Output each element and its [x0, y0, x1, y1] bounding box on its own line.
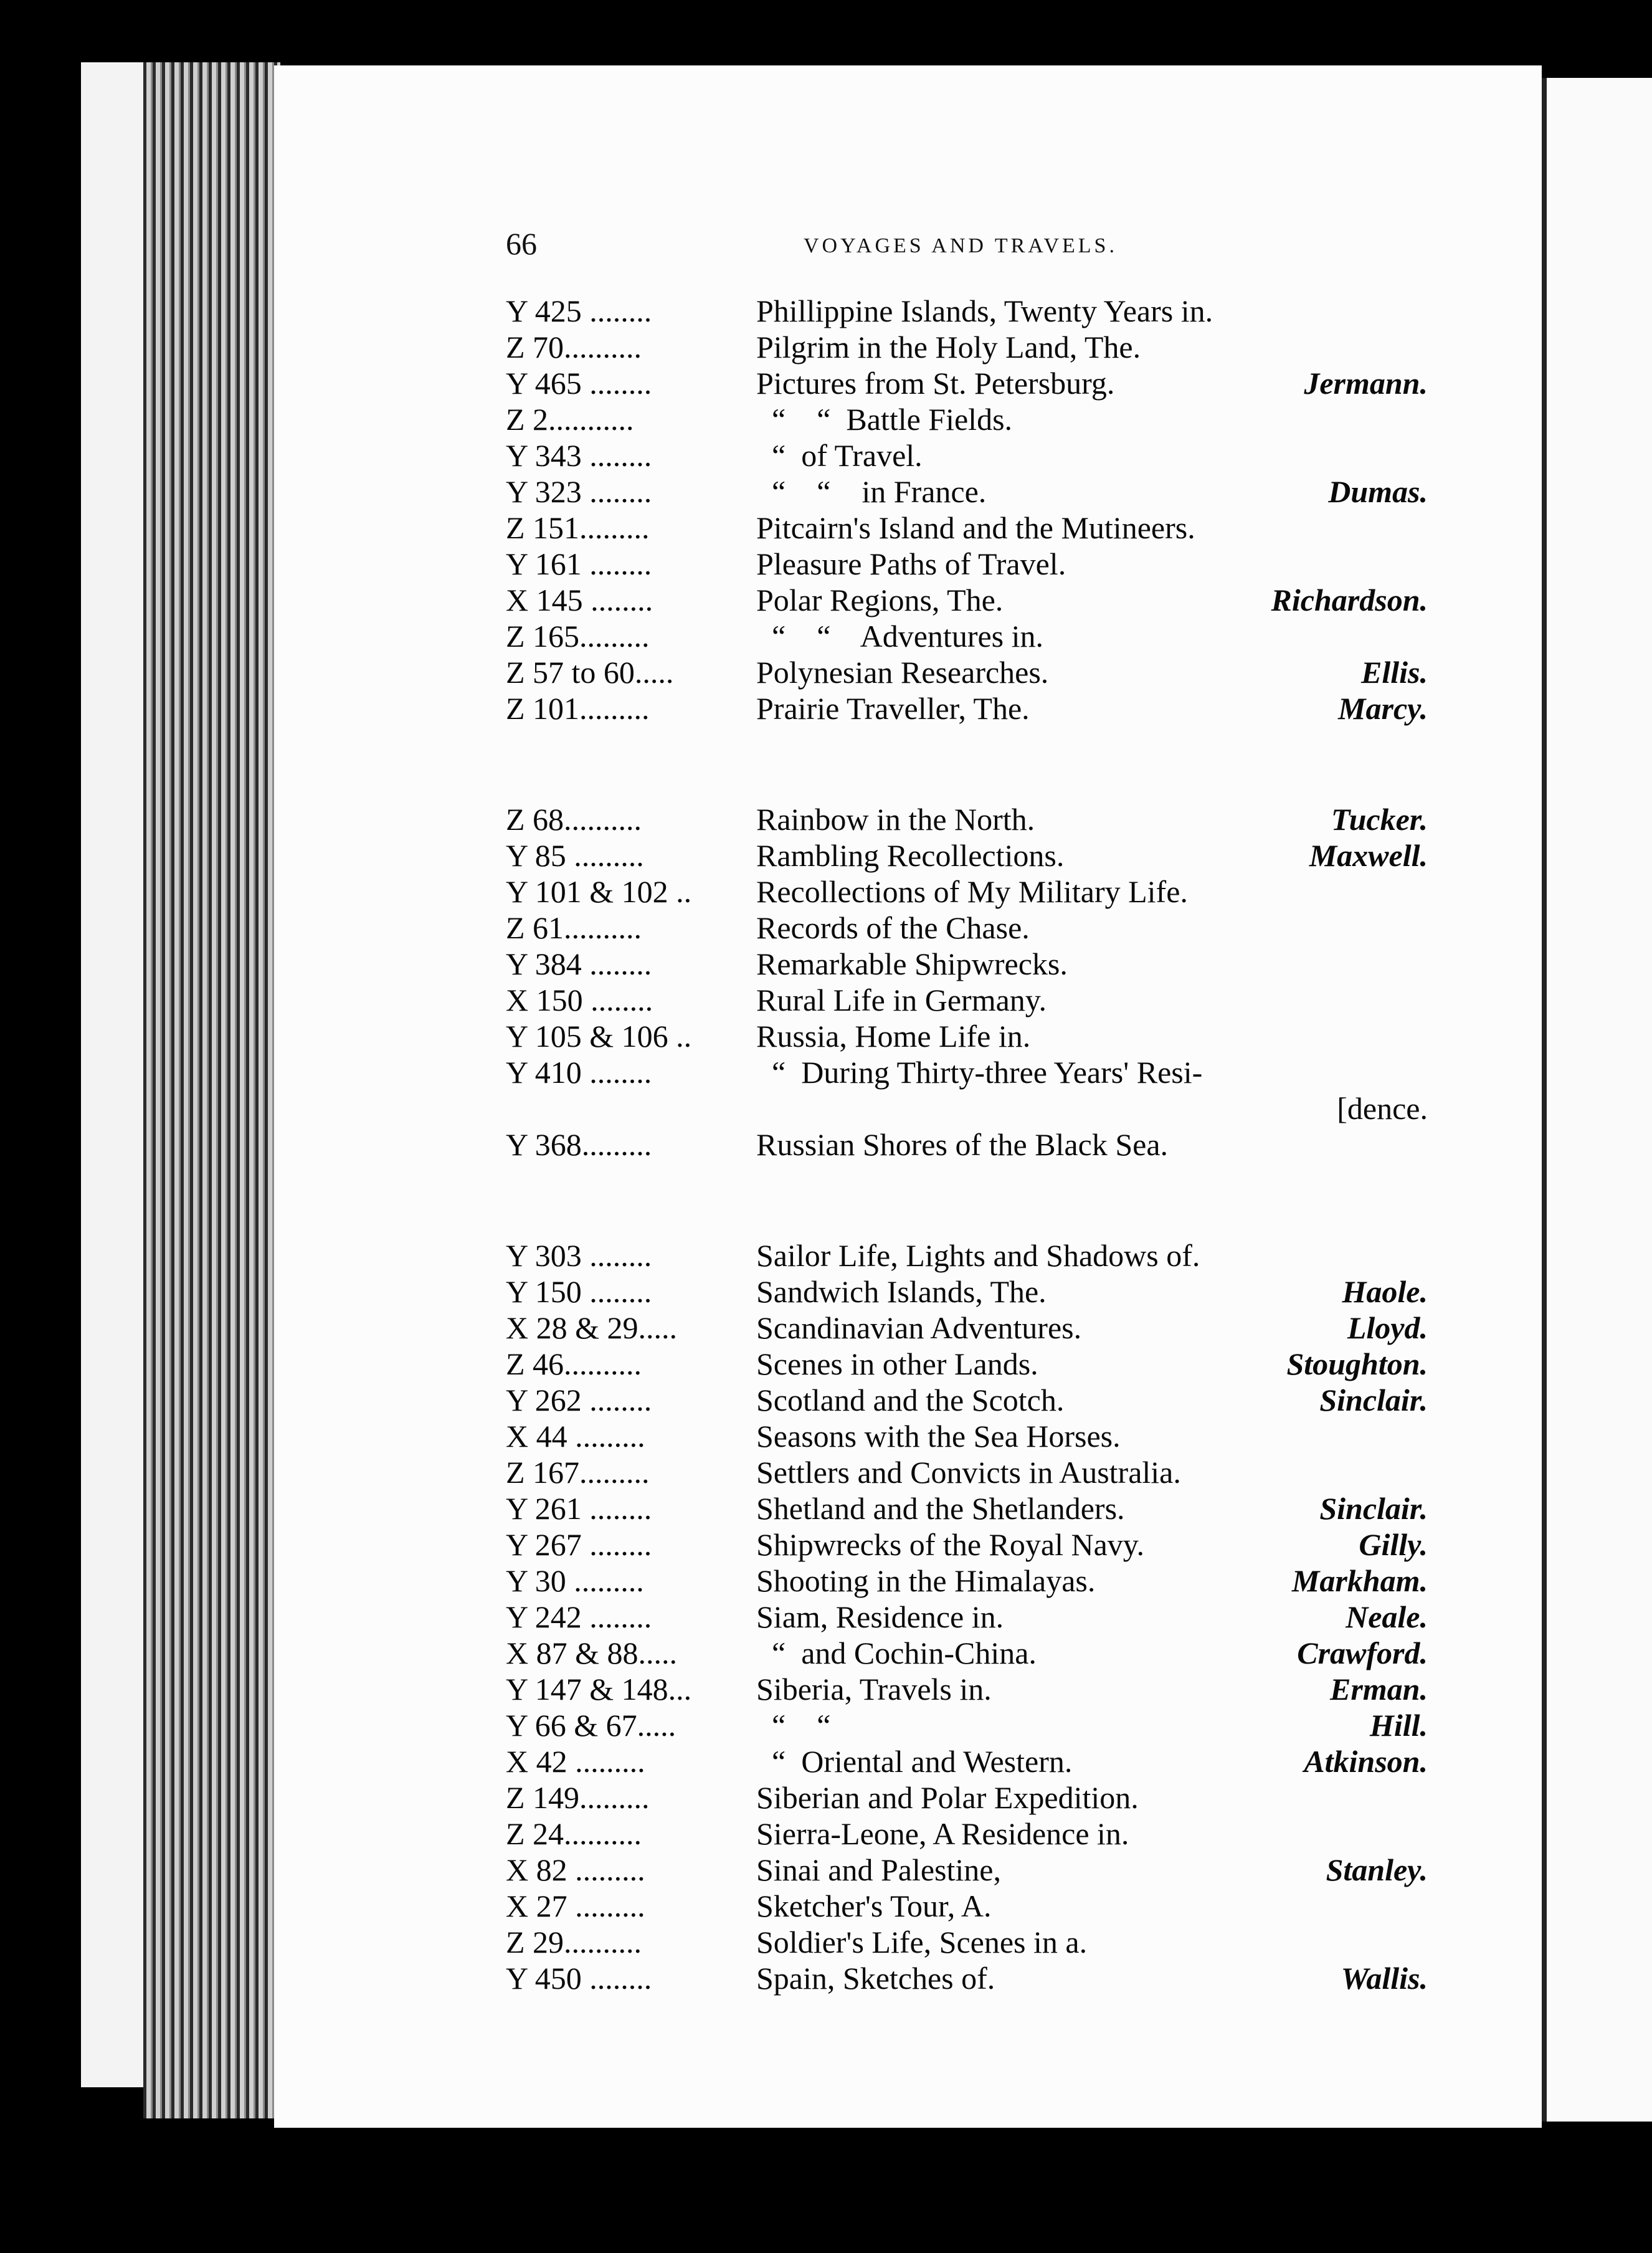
author-name: Sinclair.: [1319, 1383, 1428, 1417]
author-name: Atkinson.: [1304, 1744, 1428, 1779]
catalogue-entry: [506, 654, 1428, 690]
catalogue-entry: [506, 1527, 1428, 1563]
call-number: Z 165.........: [506, 619, 650, 654]
author-name: Haole.: [1342, 1274, 1428, 1309]
book-title: Recollections of My Military Life.: [756, 874, 1188, 909]
catalogue-entry: [506, 1852, 1428, 1888]
page-number: 66: [506, 226, 537, 261]
catalogue-entry: [506, 1599, 1428, 1635]
catalogue-entry: [506, 946, 1428, 982]
book-title: Scotland and the Scotch.: [756, 1383, 1065, 1417]
call-number: Y 147 & 148...: [506, 1672, 692, 1707]
catalogue-entry: [506, 1310, 1428, 1346]
catalogue-entry: [506, 1563, 1428, 1599]
book-title: Rural Life in Germany.: [756, 983, 1047, 1017]
call-number: Z 101.........: [506, 691, 650, 726]
call-number: Y 303 ........: [506, 1238, 652, 1273]
call-number: Y 368.........: [506, 1127, 652, 1162]
catalogue-entry: [506, 1418, 1428, 1454]
book-title: Polynesian Researches.: [756, 655, 1049, 690]
catalogue-entry: [506, 329, 1428, 365]
author-name: Crawford.: [1297, 1636, 1428, 1670]
book-title: “ “: [756, 1708, 831, 1743]
book-title: Seasons with the Sea Horses.: [756, 1419, 1121, 1454]
book-title: “ Oriental and Western.: [756, 1744, 1073, 1779]
call-number: X 44 .........: [506, 1419, 645, 1454]
book-title: Siam, Residence in.: [756, 1599, 1004, 1634]
catalogue-entry: [506, 801, 1428, 837]
catalogue-entry: [506, 1960, 1428, 1996]
call-number: Y 384 ........: [506, 946, 652, 981]
call-number: Y 242 ........: [506, 1599, 652, 1634]
call-number: Z 167.........: [506, 1455, 650, 1490]
call-number: Z 61..........: [506, 910, 642, 945]
author-name: Stanley.: [1326, 1852, 1428, 1887]
catalogue-entry: [506, 1018, 1428, 1054]
call-number: Y 465 ........: [506, 366, 652, 401]
author-name: Stoughton.: [1286, 1346, 1428, 1381]
catalogue-entry: [506, 1671, 1428, 1707]
call-number: Y 30 .........: [506, 1563, 644, 1598]
book-page-edges: [143, 62, 280, 2118]
call-number: X 28 & 29.....: [506, 1310, 677, 1345]
catalogue-entry: [506, 1924, 1428, 1960]
call-number: Z 151.........: [506, 510, 650, 545]
author-name: Marcy.: [1338, 691, 1428, 726]
catalogue-entry: [506, 1779, 1428, 1816]
book-title: “ and Cochin-China.: [756, 1636, 1037, 1670]
catalogue-entry: [506, 1346, 1428, 1382]
author-name: Wallis.: [1341, 1961, 1428, 1996]
call-number: X 150 ........: [506, 983, 653, 1017]
book-title: Pilgrim in the Holy Land, The.: [756, 330, 1141, 364]
author-name: Sinclair.: [1319, 1491, 1428, 1526]
author-name: Erman.: [1329, 1672, 1428, 1707]
call-number: Y 161 ........: [506, 546, 652, 581]
book-title: Scenes in other Lands.: [756, 1346, 1038, 1381]
call-number: Y 267 ........: [506, 1527, 652, 1562]
call-number: Y 410 ........: [506, 1055, 652, 1090]
call-number: X 145 ........: [506, 583, 653, 617]
author-name: Maxwell.: [1309, 838, 1428, 873]
catalogue-entry: [506, 1635, 1428, 1671]
catalogue-entry: [506, 474, 1428, 510]
book-title: Phillippine Islands, Twenty Years in.: [756, 293, 1213, 328]
catalogue-entry: [506, 837, 1428, 874]
catalogue-entry: [506, 510, 1428, 546]
page-header: [506, 226, 1428, 263]
catalogue-entry: [506, 982, 1428, 1018]
author-name: Neale.: [1346, 1599, 1428, 1634]
book-title: Remarkable Shipwrecks.: [756, 946, 1068, 981]
book-title: Siberia, Travels in.: [756, 1672, 992, 1707]
call-number: Z 149.........: [506, 1780, 650, 1815]
call-number: X 87 & 88.....: [506, 1636, 677, 1670]
book-title: Sinai and Palestine,: [756, 1852, 1001, 1887]
catalogue-entry: [506, 618, 1428, 654]
catalogue-entry: [506, 1237, 1428, 1274]
book-title: Pleasure Paths of Travel.: [756, 546, 1066, 581]
call-number: X 42 .........: [506, 1744, 645, 1779]
section-gap: [506, 1163, 1428, 1237]
call-number: Z 24..........: [506, 1816, 642, 1851]
catalogue-entry: [506, 437, 1428, 474]
catalogue-entry: [506, 910, 1428, 946]
book-title: Rainbow in the North.: [756, 802, 1035, 837]
catalogue-entry: [506, 1707, 1428, 1743]
book-title: Sandwich Islands, The.: [756, 1274, 1047, 1309]
book-title: Shooting in the Himalayas.: [756, 1563, 1096, 1598]
book-title: Soldier's Life, Scenes in a.: [756, 1925, 1088, 1960]
book-title: “ “ in France.: [756, 474, 987, 509]
author-name: Ellis.: [1361, 655, 1428, 690]
book-title: Rambling Recollections.: [756, 838, 1065, 873]
book-title: “ “ Adventures in.: [756, 619, 1044, 654]
author-name: Markham.: [1291, 1563, 1428, 1598]
book-title: Shetland and the Shetlanders.: [756, 1491, 1125, 1526]
call-number: Y 85 .........: [506, 838, 644, 873]
book-title: “ During Thirty-three Years' Resi-: [756, 1055, 1203, 1090]
book-title: Russian Shores of the Black Sea.: [756, 1127, 1169, 1162]
call-number: Y 105 & 106 ..: [506, 1019, 692, 1054]
call-number: Y 261 ........: [506, 1491, 652, 1526]
title-continuation: [dence.: [1337, 1091, 1428, 1126]
catalogue-entry: [506, 690, 1428, 726]
call-number: Z 57 to 60.....: [506, 655, 674, 690]
call-number: Z 46..........: [506, 1346, 642, 1381]
call-number: Y 425 ........: [506, 293, 652, 328]
book-title: Spain, Sketches of.: [756, 1961, 995, 1996]
catalogue-entry: [506, 582, 1428, 618]
call-number: Z 70..........: [506, 330, 642, 364]
book-title: Records of the Chase.: [756, 910, 1030, 945]
book-title: Russia, Home Life in.: [756, 1019, 1031, 1054]
catalogue-entry: [506, 1054, 1428, 1090]
facing-page-edge: [1542, 78, 1652, 2122]
author-name: Gilly.: [1359, 1527, 1428, 1562]
book-title: Pictures from St. Petersburg.: [756, 366, 1115, 401]
call-number: Z 2...........: [506, 402, 634, 437]
author-name: Richardson.: [1271, 583, 1428, 617]
call-number: X 27 .........: [506, 1889, 645, 1923]
catalogue-entry: [506, 1888, 1428, 1924]
call-number: Y 66 & 67.....: [506, 1708, 676, 1743]
call-number: Y 323 ........: [506, 474, 652, 509]
book-title: Siberian and Polar Expedition.: [756, 1780, 1139, 1815]
title-continuation-line: [506, 1090, 1428, 1126]
call-number: Y 343 ........: [506, 438, 652, 473]
catalogue-entry: [506, 401, 1428, 437]
catalogue-entry: [506, 1816, 1428, 1852]
call-number: Y 450 ........: [506, 1961, 652, 1996]
call-number: Y 150 ........: [506, 1274, 652, 1309]
call-number: X 82 .........: [506, 1852, 645, 1887]
catalogue-entry: [506, 365, 1428, 401]
book-title: “ “ Battle Fields.: [756, 402, 1013, 437]
author-name: Hill.: [1369, 1708, 1428, 1743]
book-title: Sierra-Leone, A Residence in.: [756, 1816, 1129, 1851]
author-name: Dumas.: [1328, 474, 1428, 509]
catalogue-entry: [506, 1743, 1428, 1779]
catalogue-entry: [506, 1382, 1428, 1418]
book-title: Sailor Life, Lights and Shadows of.: [756, 1238, 1200, 1273]
call-number: Z 68..........: [506, 802, 642, 837]
catalogue-entries: [506, 293, 1428, 1996]
book-title: Sketcher's Tour, A.: [756, 1889, 992, 1923]
book-title: “ of Travel.: [756, 438, 923, 473]
section-gap: [506, 726, 1428, 801]
catalogue-entry: [506, 1454, 1428, 1490]
catalogue-entry: [506, 1490, 1428, 1527]
catalogue-entry: [506, 293, 1428, 329]
catalogue-entry: [506, 1126, 1428, 1163]
author-name: Tucker.: [1331, 802, 1428, 837]
book-title: Shipwrecks of the Royal Navy.: [756, 1527, 1145, 1562]
book-title: Pitcairn's Island and the Mutineers.: [756, 510, 1195, 545]
book-title: Settlers and Convicts in Australia.: [756, 1455, 1181, 1490]
catalogue-entry: [506, 1274, 1428, 1310]
book-title: Polar Regions, The.: [756, 583, 1004, 617]
catalogue-entry: [506, 546, 1428, 582]
book-title: Scandinavian Adventures.: [756, 1310, 1082, 1345]
author-name: Jermann.: [1304, 366, 1428, 401]
author-name: Lloyd.: [1347, 1310, 1428, 1345]
book-title: Prairie Traveller, The.: [756, 691, 1030, 726]
call-number: Y 262 ........: [506, 1383, 652, 1417]
running-title: VOYAGES AND TRAVELS.: [804, 234, 1118, 257]
call-number: Y 101 & 102 ..: [506, 874, 692, 909]
catalogue-entry: [506, 874, 1428, 910]
call-number: Z 29..........: [506, 1925, 642, 1960]
